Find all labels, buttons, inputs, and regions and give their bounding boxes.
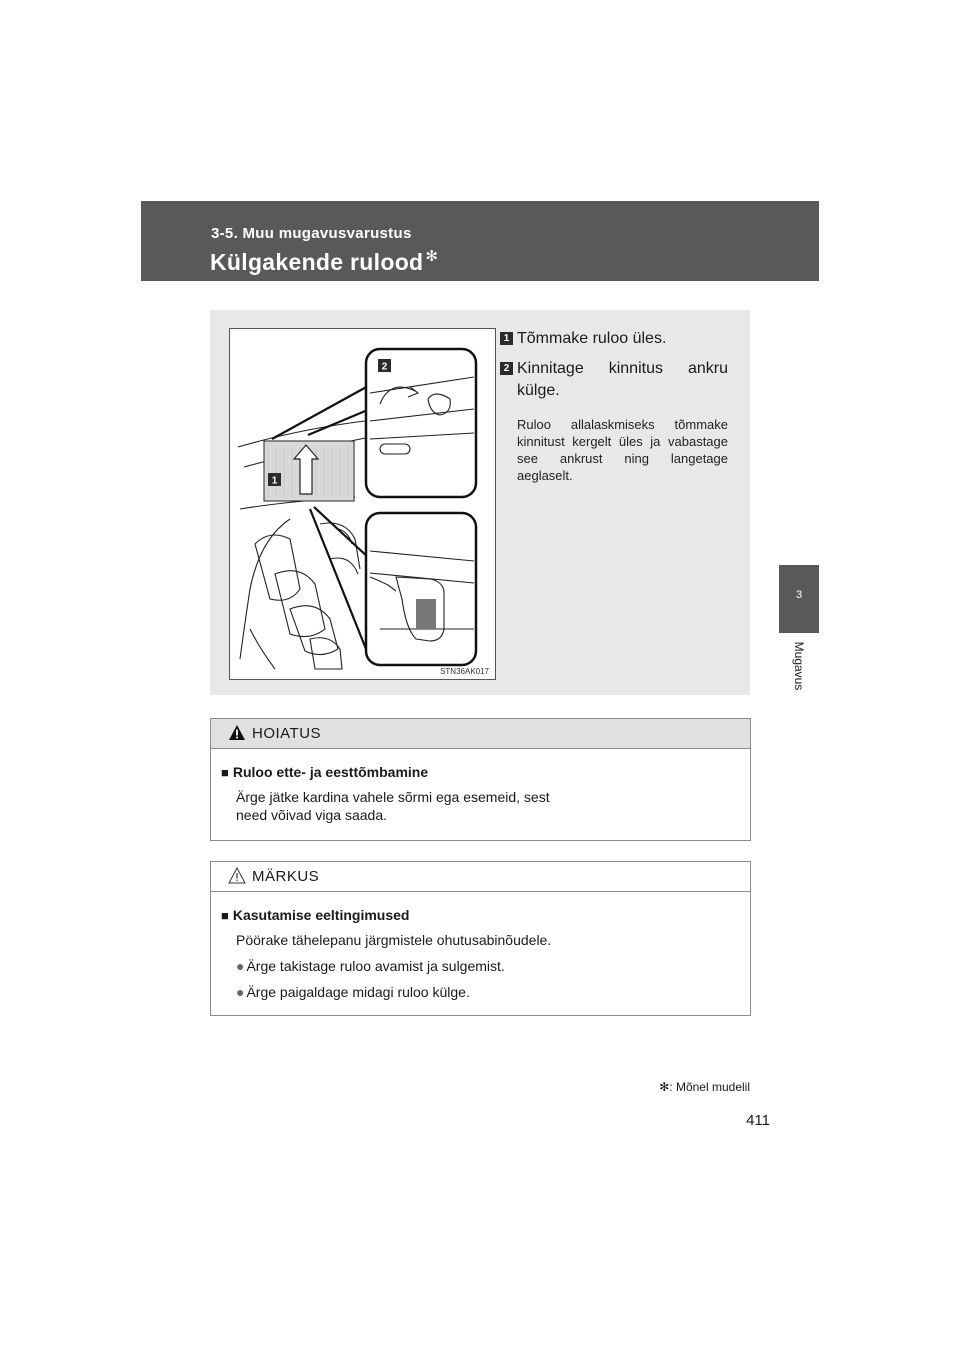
round-bullet-icon: ● <box>236 958 245 974</box>
notice-item-text: Pöörake tähelepanu järgmistele ohutusabinõudele. <box>236 932 552 948</box>
step-text-1: Tõmmake ruloo üles. <box>517 330 667 347</box>
square-bullet-icon: ■ <box>221 765 229 780</box>
notice-bullet-1 <box>221 957 734 975</box>
page-title <box>210 249 438 276</box>
step-badge-1: 1 <box>500 332 513 345</box>
notice-triangle-icon <box>228 867 246 884</box>
step-note: Ruloo allalaskmiseks tõmmake kinnitust kergelt üles ja vabastage see ankrust ning langetage aeglaselt. <box>517 417 728 483</box>
warning-item-heading <box>221 763 734 782</box>
shade-illustration <box>229 328 496 680</box>
step-1 <box>500 328 728 350</box>
figure-callout-2: 2 <box>381 361 388 373</box>
step-text-2: Kinnitage kinnitus ankru külge. <box>517 360 728 399</box>
footnote-text: : Mõnel mudelil <box>669 1080 750 1094</box>
section-label: 3-5. Muu mugavusvarustus <box>211 225 412 242</box>
notice-bullet-2 <box>221 983 734 1001</box>
page-title-text: Külgakende rulood <box>210 249 424 275</box>
notice-item-heading <box>221 906 734 925</box>
warning-title: HOIATUS <box>252 725 322 742</box>
figure-panel <box>210 310 750 695</box>
figure-code: STN36AK017 <box>440 667 489 676</box>
warning-item-text: Ärge jätke kardina vahele sõrmi ega esemeid, sest need võivad viga saada. <box>236 789 550 823</box>
notice-box <box>210 861 751 1016</box>
notice-bullet-text-2: Ärge paigaldage midagi ruloo külge. <box>246 984 470 1000</box>
notice-item-heading-text: Kasutamise eeltingimused <box>232 907 410 923</box>
warning-box <box>210 718 751 841</box>
chapter-number: 3 <box>795 589 803 601</box>
steps-list <box>500 328 728 484</box>
page-number: 411 <box>746 1112 770 1129</box>
step-badge-2: 2 <box>500 362 513 375</box>
figure-callout-1: 1 <box>271 475 278 487</box>
title-footnote-mark: ✻ <box>425 248 439 265</box>
notice-title: MÄRKUS <box>252 868 320 885</box>
footnote-mark: ✻ <box>659 1080 670 1094</box>
step-2 <box>500 358 728 402</box>
square-bullet-icon: ■ <box>221 908 229 923</box>
chapter-tab <box>779 565 819 633</box>
notice-header <box>211 862 750 892</box>
warning-triangle-icon <box>228 724 246 741</box>
section-header <box>141 201 819 281</box>
warning-item-heading-text: Ruloo ette- ja eesttõmbamine <box>232 764 429 780</box>
chapter-label: Mugavus <box>792 641 806 691</box>
notice-bullet-text-1: Ärge takistage ruloo avamist ja sulgemist. <box>246 958 505 974</box>
round-bullet-icon: ● <box>236 984 245 1000</box>
car-interior-drawing <box>230 329 495 679</box>
footnote <box>610 1080 750 1094</box>
warning-header <box>211 719 750 749</box>
